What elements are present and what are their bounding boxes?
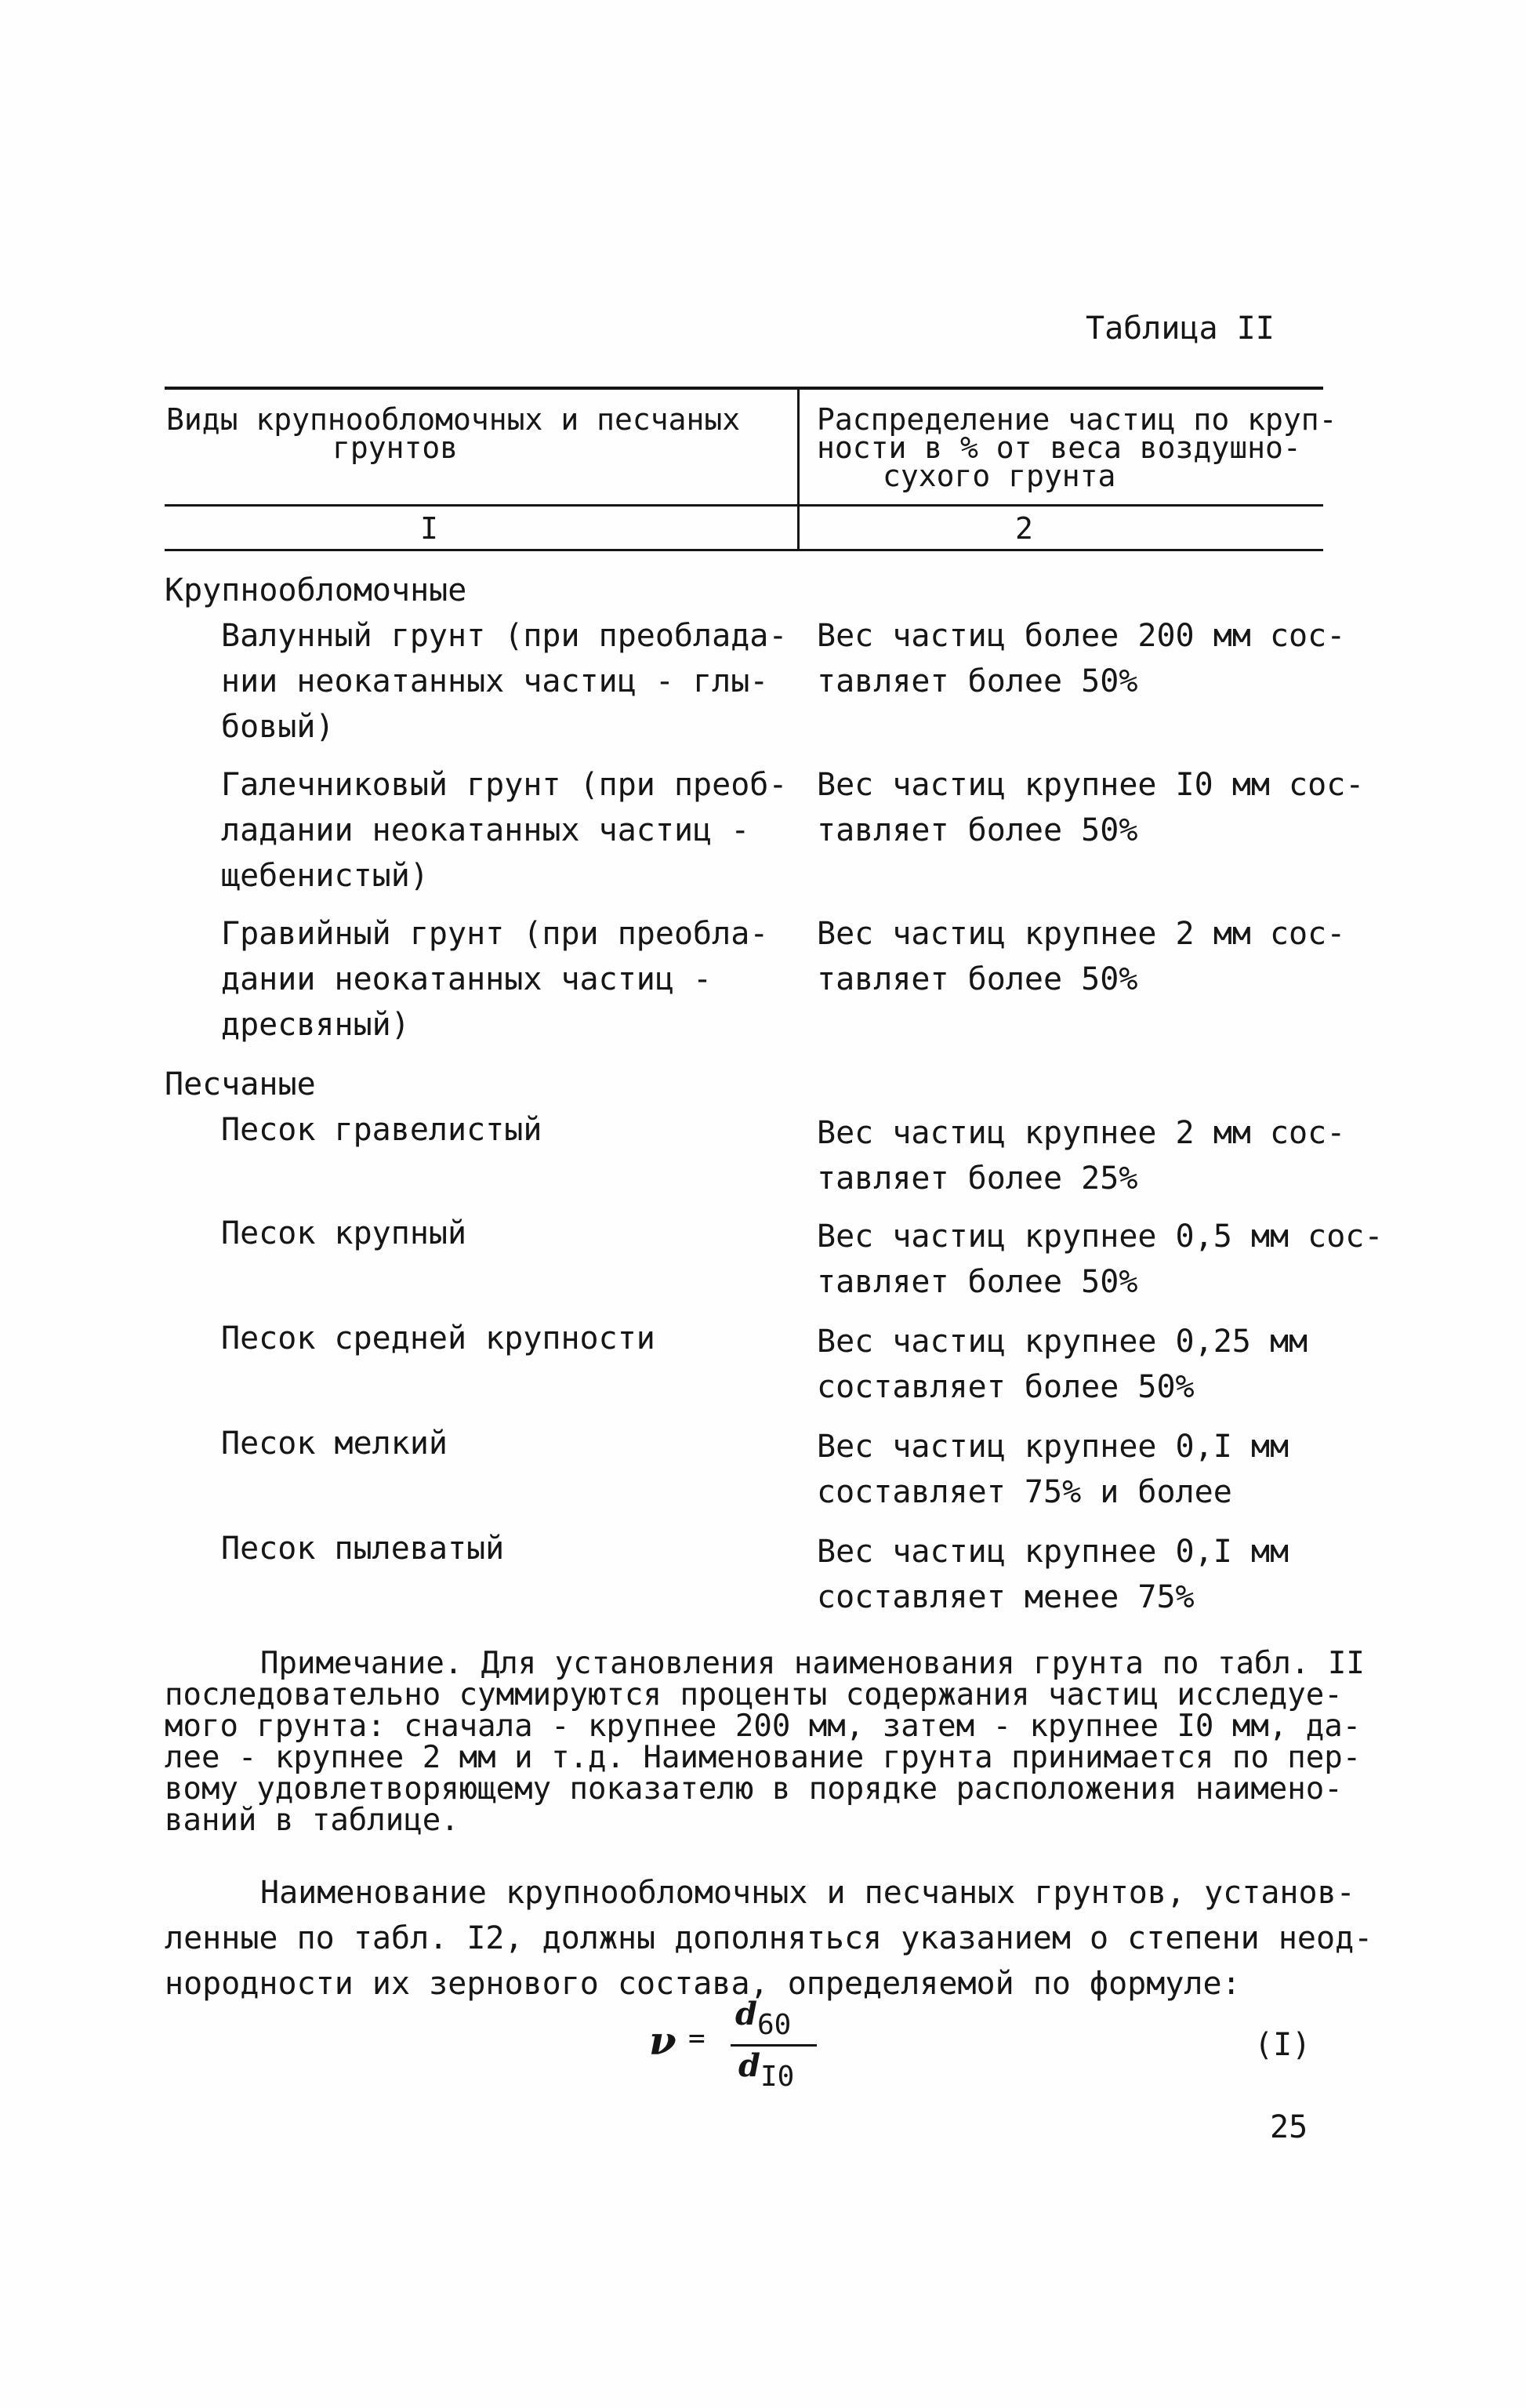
header-col1-line2: грунтов	[332, 430, 459, 465]
row-name: Галечниковый грунт (при преоб- ладании неокатанных частиц - щебенистый)	[221, 767, 788, 894]
row-desc: Вес частиц более 200 мм сос- тавляет более 50%	[817, 618, 1346, 699]
formula-denominator: dI0	[738, 2047, 795, 2093]
row-desc: Вес частиц крупнее 0,I мм составляет менее 75%	[817, 1534, 1289, 1615]
header-col2-line2: ности в % от веса воздушно-	[817, 430, 1301, 465]
row-name: Песок мелкий	[221, 1426, 448, 1462]
table-caption: Таблица II	[1086, 311, 1275, 347]
note-line-6: ваний в таблице.	[165, 1803, 459, 1838]
formula	[643, 1996, 831, 2097]
row-desc: Вес частиц крупнее 2 мм сос- тавляет более 50%	[817, 916, 1346, 997]
row-desc: Вес частиц крупнее I0 мм сос- тавляет более 50%	[817, 767, 1365, 848]
row-desc: Вес частиц крупнее 2 мм сос- тавляет более 25%	[817, 1115, 1346, 1197]
formula-equals: =	[688, 2022, 705, 2054]
note-line-3: мого грунта: сначала - крупнее 200 мм, затем - крупнее I0 мм, да-	[165, 1709, 1362, 1744]
row-name: Песок средней крупности	[221, 1320, 655, 1357]
page-number: 25	[1270, 2109, 1308, 2145]
row-name: Песок гравелистый	[221, 1112, 542, 1148]
note-line-5: вому удовлетворяющему показателю в порядке расположения наимено-	[165, 1771, 1343, 1807]
header-col2-line3: сухого грунта	[883, 459, 1116, 493]
header-bottom-rule	[165, 504, 1323, 507]
row-desc: Вес частиц крупнее 0,I мм составляет 75% и более	[817, 1429, 1289, 1510]
formula-number: (I)	[1254, 2027, 1311, 2063]
numbers-bottom-rule	[165, 549, 1323, 551]
column-number-1: I	[420, 511, 438, 546]
header-col2-line1: Распределение частиц по круп-	[817, 402, 1337, 437]
row-name: Песок крупный	[221, 1215, 467, 1251]
note-line-4: лее - крупнее 2 мм и т.д. Наименование грунта принимается по пер-	[165, 1740, 1362, 1775]
note-line-1: Примечание. Для установления наименования грунта по табл. II	[260, 1646, 1365, 1681]
fraction-bar	[731, 2044, 817, 2047]
group-title-coarse: Крупнообломочные	[165, 572, 467, 608]
row-desc: Вес частиц крупнее 0,5 мм сос- тавляет более 50%	[817, 1219, 1384, 1300]
column-divider	[797, 388, 800, 550]
row-name: Песок пылеватый	[221, 1531, 505, 1567]
row-name: Валунный грунт (при преоблада- нии неокатанных частиц - глы- бовый)	[221, 618, 788, 745]
row-name: Гравийный грунт (при преобла- дании неокатанных частиц - дресвяный)	[221, 916, 769, 1043]
formula-numerator: d60	[735, 1996, 792, 2041]
paragraph-line-2: ленные по табл. I2, должны дополняться указанием о степени неод-	[165, 1920, 1373, 1956]
column-number-2: 2	[1015, 511, 1033, 546]
table-top-rule	[165, 387, 1323, 390]
row-desc: Вес частиц крупнее 0,25 мм составляет более 50%	[817, 1324, 1308, 1405]
paragraph-line-3: нородности их зернового состава, определяемой по формуле:	[165, 1966, 1241, 2002]
header-col1-line1: Виды крупнообломочных и песчаных	[166, 402, 741, 437]
formula-lhs: ν	[649, 2018, 676, 2064]
group-title-sandy: Песчаные	[165, 1066, 316, 1102]
note-line-2: последовательно суммируются проценты содержания частиц исследуе-	[165, 1677, 1343, 1712]
paragraph-line-1: Наименование крупнообломочных и песчаных грунтов, установ-	[260, 1875, 1355, 1911]
